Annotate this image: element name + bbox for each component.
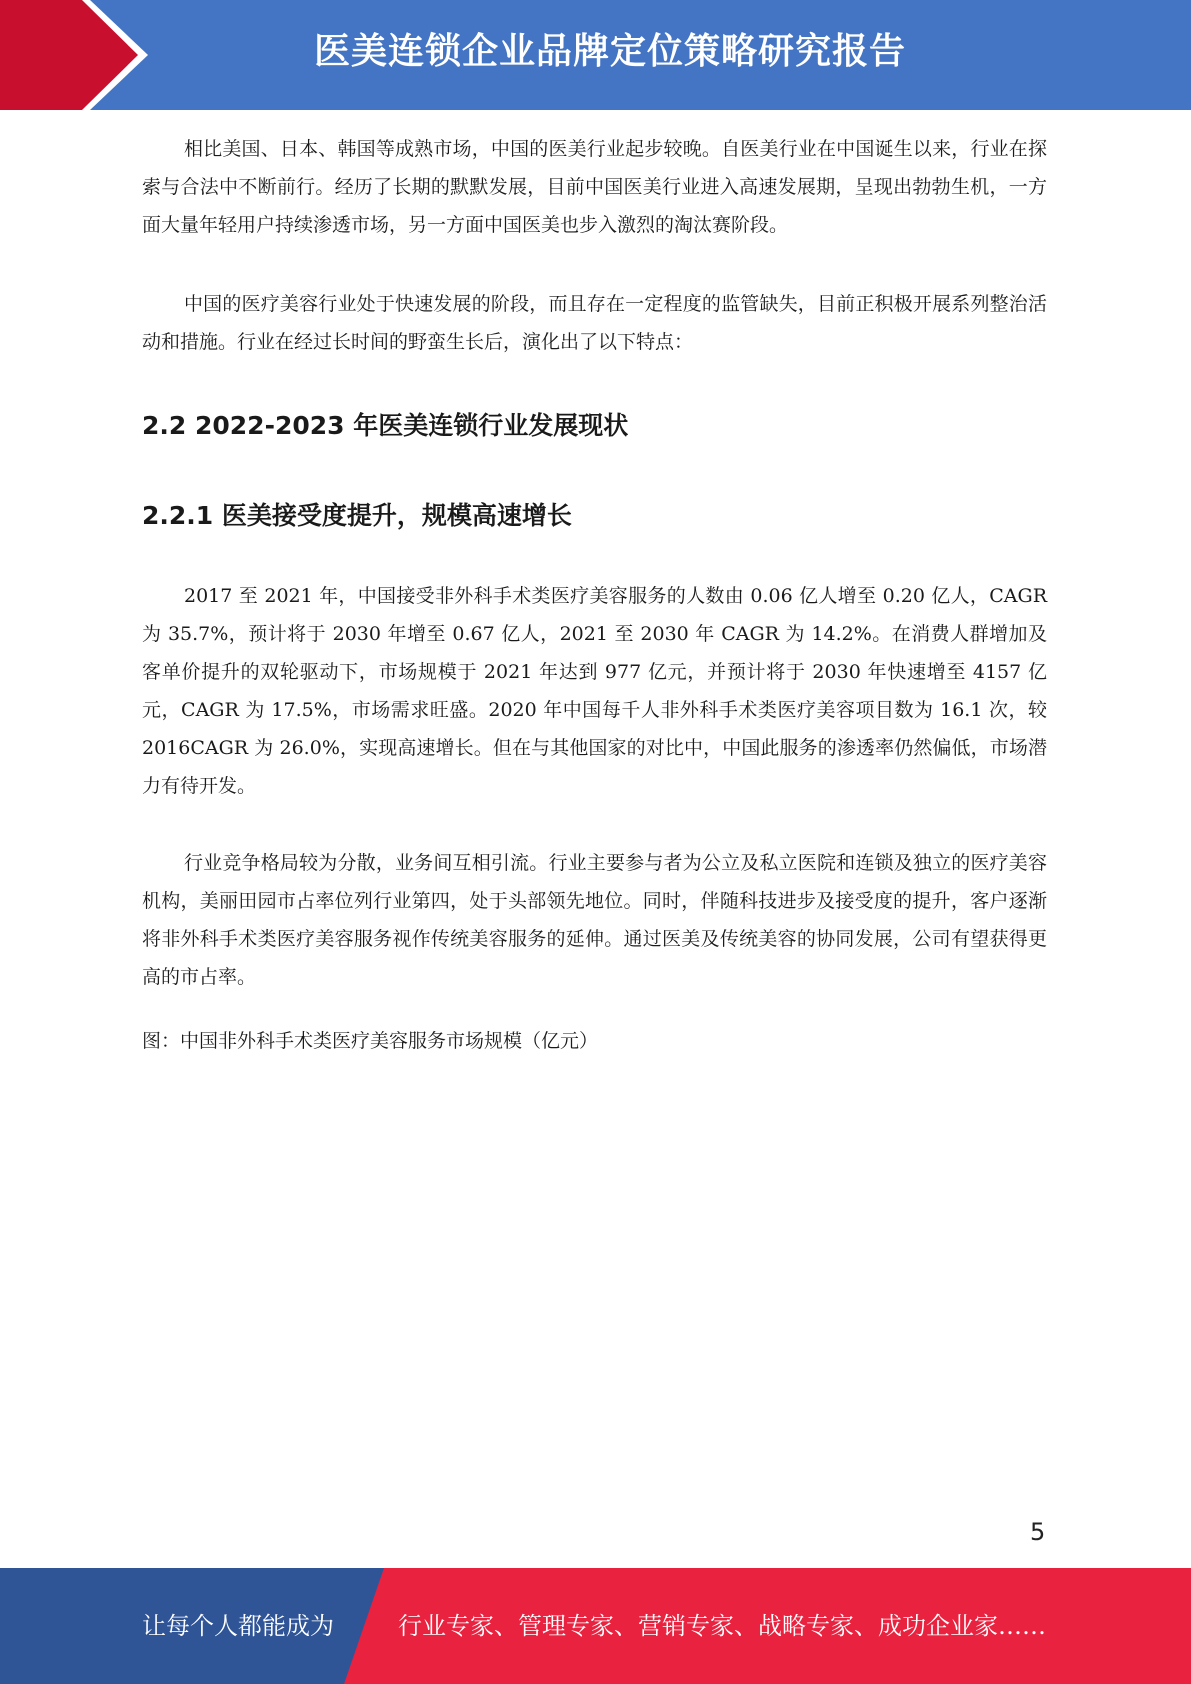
header-title: 医美连锁企业品牌定位策略研究报告 [313,31,906,72]
paragraph-3: 2017 至 2021 年，中国接受非外科手术类医疗美容服务的人数由 0.06 亿人增至 0.20 亿人，CAGR 为 35.7%，预计将于 2030 年增至 0.67 亿人，2021 至 2030 年 CAGR 为 14.2%。在消费人群增加及客单价提升的双轮驱动下，市场规模于 2021 年达到 977 亿元，并预计将于 2030 年快速增至 4157 亿元，CAGR 为 17.5%，市场需求旺盛。2020 年中国每千人非外科手术类医疗美容项目数为 16.1 次，较 2016CAGR 为 26.0%，实现高速增长。但在与其他国家的对比中，中国此服务的渗透率仍然偏低，市场潜力有待开发。 [142,585,1047,797]
paragraph-1: 相比美国、日本、韩国等成熟市场，中国的医美行业起步较晚。自医美行业在中国诞生以来，行业在探索与合法中不断前行。经历了长期的默默发展，目前中国医美行业进入高速发展期，呈现出勃勃生机，一方面大量年轻用户持续渗透市场，另一方面中国医美也步入激烈的淘汰赛阶段。 [142,138,1047,236]
page-header [0,0,1191,110]
figure-caption: 图：中国非外科手术类医疗美容服务市场规模（亿元） [142,1030,599,1052]
page-footer [0,1568,1191,1684]
section-heading-2-2: 2.2 2022-2023 年医美连锁行业发展现状 [142,411,629,440]
section-heading-2-2-1: 2.2.1 医美接受度提升，规模高速增长 [142,501,572,530]
footer-slogan-left: 让每个人都能成为 [142,1612,334,1640]
page-number: 5 [1030,1518,1046,1546]
paragraph-4: 行业竞争格局较为分散，业务间互相引流。行业主要参与者为公立及私立医院和连锁及独立的医疗美容机构，美丽田园市占率位列行业第四，处于头部领先地位。同时，伴随科技进步及接受度的提升，客户逐渐将非外科手术类医疗美容服务视作传统美容服务的延伸。通过医美及传统美容的协同发展，公司有望获得更高的市占率。 [142,852,1047,988]
footer-slogan-right: 行业专家、管理专家、营销专家、战略专家、成功企业家…… [398,1612,1046,1640]
paragraph-2: 中国的医疗美容行业处于快速发展的阶段，而且存在一定程度的监管缺失，目前正积极开展系列整治活动和措施。行业在经过长时间的野蛮生长后，演化出了以下特点： [142,293,1047,353]
